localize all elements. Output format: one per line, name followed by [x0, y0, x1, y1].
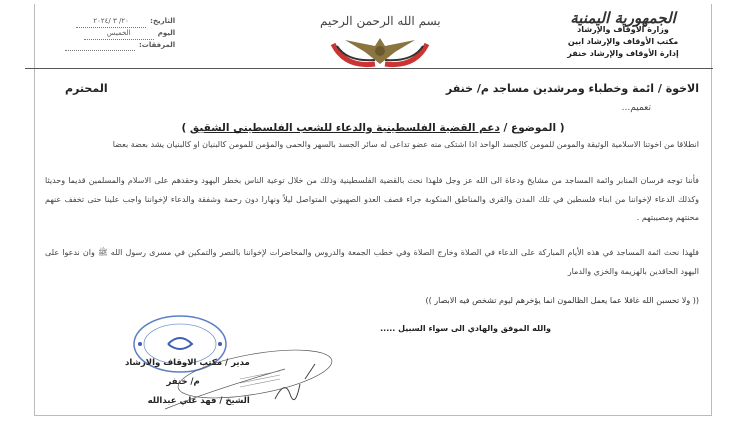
- date-label: التاريخ:: [150, 17, 176, 25]
- addressee-line: [65, 82, 699, 95]
- paragraph-1: انطلاقا من اخوتنا الاسلامية الوثيقة والمومن للمومن كالجسد الواحد اذا اشتكى منه عضو تداعى له سائر الجسد بالسهر والحمى والمؤمن للمومن كالبنيان او كالبنيان يشد بعضة بعضا: [112, 140, 699, 149]
- quran-quote: (( ولا تحسبن الله غافلا عما يعمل الظالمون انما يؤخرهم ليوم تشخص فيه الابصار )): [425, 296, 699, 305]
- letter-page: [34, 4, 712, 416]
- signer-district: م/ خنفر: [166, 377, 200, 387]
- closing-line: والله الموفق والهادي الى سواء السبيل .....: [380, 324, 551, 333]
- department-name: إدارة الأوقاف والإرشاد خنفر: [567, 49, 679, 58]
- country-name: الجمهورية اليمنية: [570, 9, 676, 27]
- signer-title: مدير / مكتب الاوقاف والارشاد: [125, 358, 250, 368]
- attachments-value: [65, 40, 135, 51]
- subject-line: [35, 122, 711, 134]
- yemen-emblem-icon: [325, 34, 435, 70]
- handwritten-signature-icon: [155, 349, 335, 414]
- honorific: المحترم: [65, 82, 108, 95]
- basmala: بسم الله الرحمن الرحيم: [320, 14, 441, 28]
- day-value: الخميس: [84, 28, 154, 40]
- date-value: ٢٠/ ٣ /٢٠٢٤: [76, 16, 146, 28]
- signer-name: الشيخ / فهد علي عبدالله: [147, 396, 250, 406]
- circular-label: تعميم...: [621, 103, 651, 113]
- letterhead-left: [65, 16, 175, 51]
- addressee: الاخوة / ائمة وخطباء ومرشدين مساجد م/ خنفر: [445, 82, 699, 95]
- paragraph-2: فأننا توجه فرسان المنابر وائمة المساجد من مشايخ ودعاة الى الله عز وجل فلهذا نحث بالقضية الفلسطينية وذلك من خلال توعية الناس بخطر اليهود وحقدهم على الاسلام والمسلمين قديما وحديثا وكذلك الدعاء لإخواننا من ابناء فلسطين في تلك المدن والقرى والمناطق المنكوبة جراء قصف العدو الصهيوني المتواصل ليلاً ونهارا دون رحمة وشفقة والدعاء لإخواننا واجب علينا حتى تخفف عنهم محنتهم ومصيبتهم .: [45, 176, 699, 222]
- attachments-label: المرفقات:: [139, 41, 176, 49]
- day-label: اليوم: [157, 29, 176, 37]
- subject-prefix: ( الموضوع /: [499, 122, 565, 134]
- subject-suffix: ): [181, 122, 190, 134]
- paragraph-3: فلهذا نحث ائمة المساجد في هذه الأيام المباركة على الدعاء في الصلاة وخارج الصلاة وفي خطب الجمعة والدروس والمحاضرات لإخواننا بالنصر والتمكين في مسرى رسول الله ﷺ وان ندعوا على اليهود الحاقدين بالهزيمة والخزي والدمار: [45, 248, 699, 276]
- ministry-name: وزارة الأوقاف والإرشاد: [577, 25, 669, 34]
- office-name: مكتب الأوقاف والإرشاد ابين: [567, 37, 679, 46]
- letterhead-right: [543, 9, 703, 60]
- header-divider: [25, 68, 713, 69]
- subject-text: دعم القضية الفلسطينية والدعاء للشعب الفلسطيني الشقيق: [189, 122, 500, 134]
